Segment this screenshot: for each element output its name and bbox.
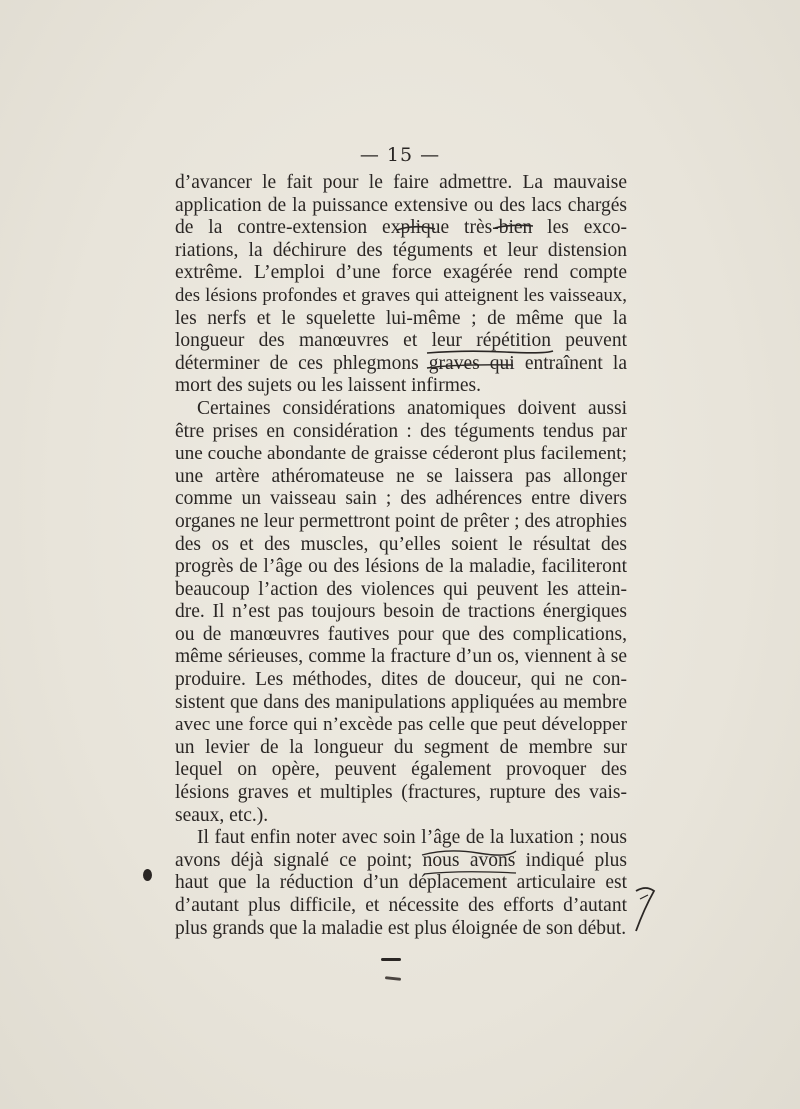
text-line: ou de manœuvres fautives pour que des complications, [175, 623, 627, 645]
text-line: Certaines considérations anatomiques doivent aussi [197, 397, 627, 419]
text-line: plus grands que la maladie est plus éloignée de son début. [175, 917, 627, 939]
text-line: extrême. L’emploi d’une force exagérée rend compte [175, 262, 627, 284]
text-line: même sérieuses, comme la fracture d’un os, viennent à se [175, 646, 627, 668]
text-line: une artère athéromateuse ne se laissera pas allonger [175, 465, 627, 487]
text-line: être prises en considération : des téguments tendus par [175, 420, 627, 442]
text-line: mort des sujets ou les laissent infirmes. [175, 375, 482, 397]
text-line: Il faut enfin noter avec soin l’âge de la luxation ; nous [197, 827, 627, 849]
text-line: lésions graves et multiples (fractures, rupture des vais- [175, 782, 627, 804]
text-line: dre. Il n’est pas toujours besoin de tractions énergiques [175, 601, 627, 623]
text-line: longueur des manœuvres et leur répétition peuvent [175, 330, 627, 352]
text-line: riations, la déchirure des téguments et leur distension [175, 239, 627, 261]
footer-dash [381, 958, 401, 961]
text-line: déterminer de ces phlegmons graves qui entraînent la [175, 352, 627, 374]
text-line: seaux, etc.). [175, 804, 269, 826]
text-line: organes ne leur permettront point de prêter ; des atrophies [175, 510, 627, 532]
text-line: des lésions profondes et graves qui atteignent les vaisseaux, [175, 284, 627, 306]
text-line: d’avancer le fait pour le faire admettre. La mauvaise [175, 172, 627, 193]
text-line: de la contre-extension explique très-bien les exco- [175, 217, 627, 239]
text-line: comme un vaisseau sain ; des adhérences entre divers [175, 488, 627, 510]
footer-dash [385, 976, 401, 981]
margin-bracket-mark [634, 885, 656, 935]
text-line: beaucoup l’action des violences qui peuvent les attein- [175, 578, 627, 600]
ink-dot [143, 869, 152, 881]
text-line: avons déjà signalé ce point; nous avons indiqué plus [175, 849, 627, 871]
text-line: sistent que dans des manipulations appliquées au membre [175, 691, 627, 713]
text-line: progrès de l’âge ou des lésions de la maladie, faciliteront [175, 556, 627, 578]
text-line: haut que la réduction d’un déplacement articulaire est [175, 872, 627, 894]
text-line: des os et des muscles, qu’elles soient le résultat des [175, 533, 627, 555]
text-line: produire. Les méthodes, dites de douceur, qui ne con- [175, 669, 627, 691]
text-line: un levier de la longueur du segment de membre sur [175, 736, 627, 758]
body-text [175, 172, 627, 940]
text-line: lequel on opère, peuvent également provoquer des [175, 759, 627, 781]
text-line: d’autant plus difficile, et nécessite des efforts d’autant [175, 895, 627, 916]
text-line: avec une force qui n’excède pas celle que peut développer [175, 714, 627, 736]
text-line: les nerfs et le squelette lui-même ; de même que la [175, 307, 627, 329]
text-line: une couche abondante de graisse céderont plus facilement; [175, 443, 627, 465]
page-number: — 15 — [359, 144, 441, 166]
text-line: application de la puissance extensive ou des lacs chargés [175, 194, 627, 216]
